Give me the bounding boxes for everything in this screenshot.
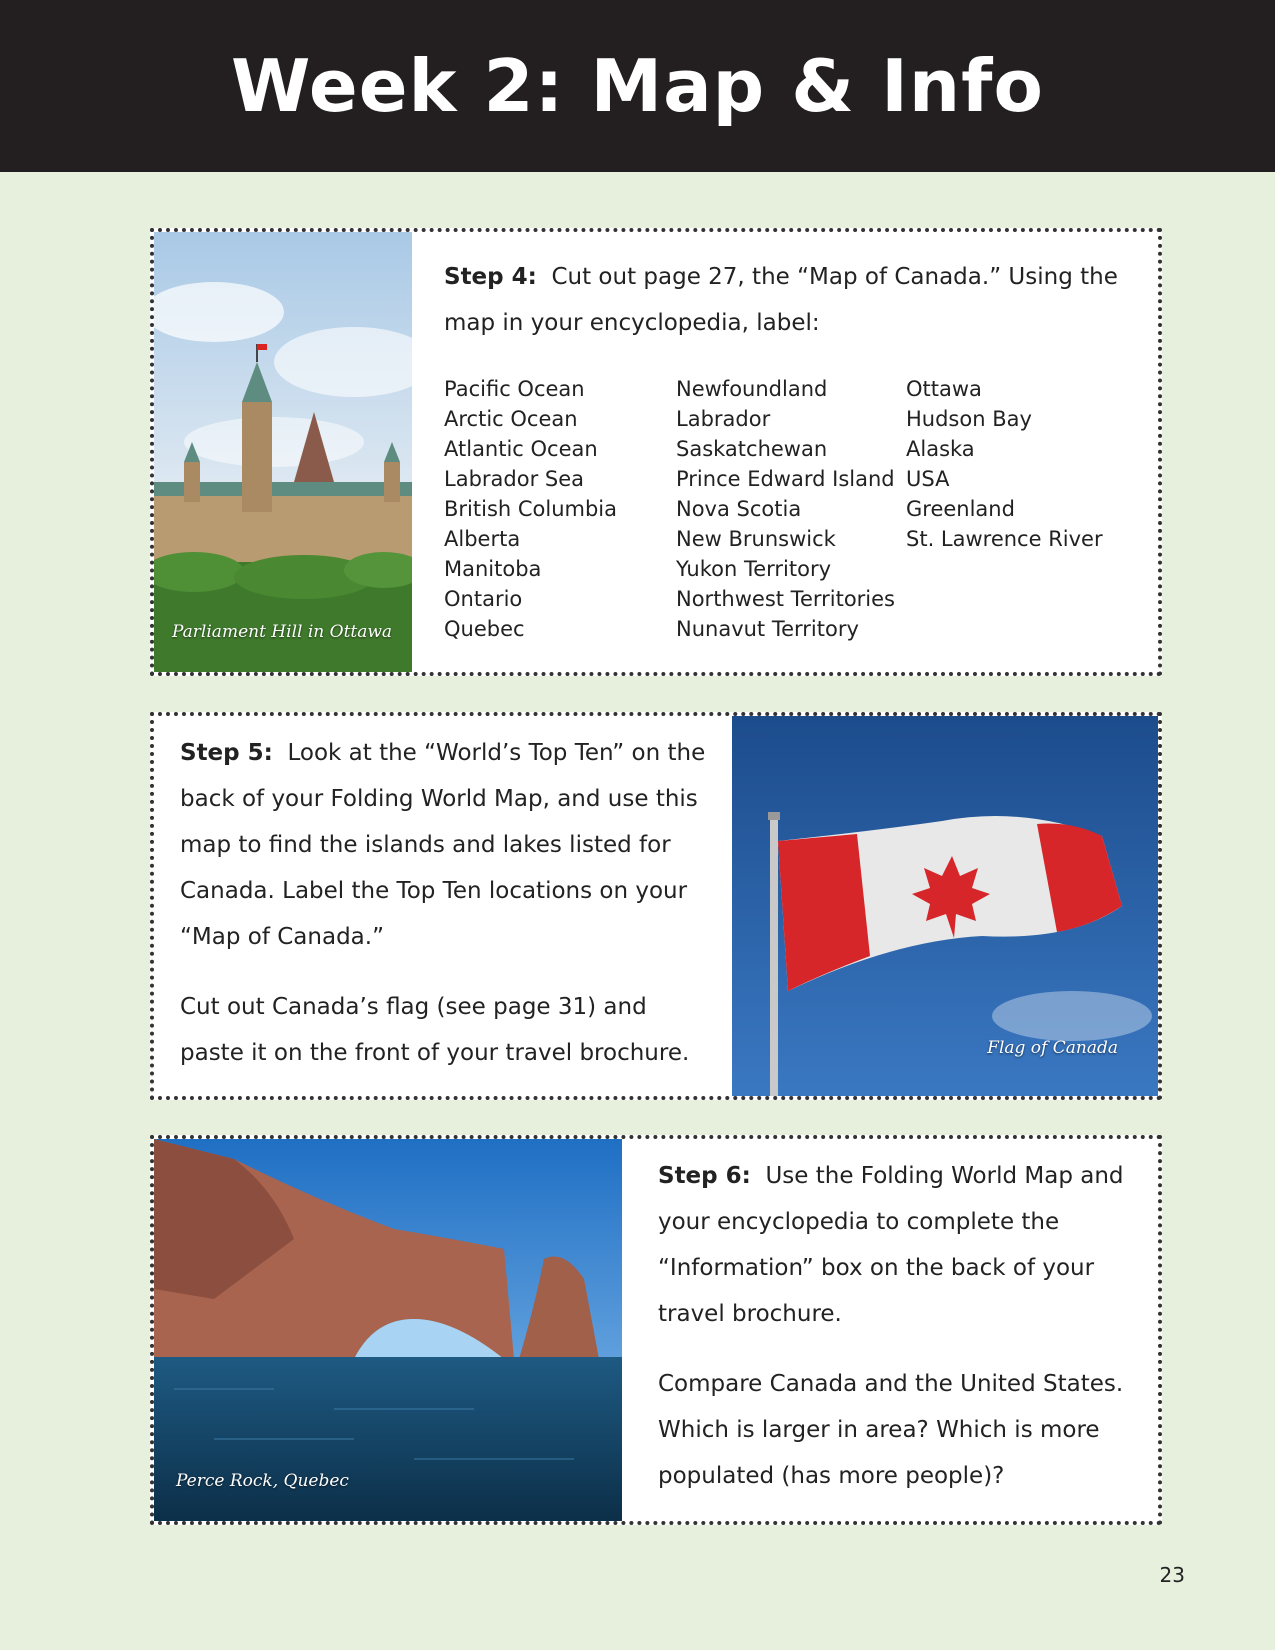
location-item: Arctic Ocean <box>444 407 578 431</box>
location-item: Atlantic Ocean <box>444 437 598 461</box>
location-item: Pacific Ocean <box>444 377 585 401</box>
page-number: 23 <box>1159 1563 1185 1587</box>
step-6-box <box>150 1135 1162 1525</box>
step-label: Step 5: <box>180 740 273 766</box>
step-label: Step 4: <box>444 264 537 290</box>
location-item: Ontario <box>444 587 523 611</box>
step-5-instructions <box>180 730 710 1076</box>
page-title: Week 2: Map & Info <box>231 44 1044 128</box>
step-label: Step 6: <box>658 1163 751 1189</box>
location-item: Nova Scotia <box>676 497 802 521</box>
photo-caption: Flag of Canada <box>987 1038 1118 1058</box>
step-text-2: Compare Canada and the United States. Which is larger in area? Which is more populated (has more people)? <box>658 1371 1124 1489</box>
location-item: Alaska <box>906 437 975 461</box>
page-header <box>0 0 1275 172</box>
location-item: Greenland <box>906 497 1015 521</box>
location-item: New Brunswick <box>676 527 836 551</box>
location-item: USA <box>906 467 950 491</box>
location-column-3 <box>906 374 1106 644</box>
step-4-instructions <box>444 254 1134 346</box>
location-item: Manitoba <box>444 557 542 581</box>
location-item: Prince Edward Island <box>676 467 895 491</box>
location-item: Alberta <box>444 527 521 551</box>
location-item: Ottawa <box>906 377 982 401</box>
location-item: Labrador <box>676 407 771 431</box>
step-5-box <box>150 712 1162 1100</box>
location-item: Nunavut Territory <box>676 617 859 641</box>
location-item: St. Lawrence River <box>906 527 1103 551</box>
location-item: British Columbia <box>444 497 618 521</box>
step-6-instructions <box>658 1153 1138 1499</box>
photo-caption: Parliament Hill in Ottawa <box>172 622 393 642</box>
canada-flag-photo <box>732 716 1158 1096</box>
location-item: Saskatchewan <box>676 437 828 461</box>
location-item: Quebec <box>444 617 525 641</box>
location-item: Labrador Sea <box>444 467 585 491</box>
step-text: Cut out page 27, the “Map of Canada.” Using the map in your encyclopedia, label: <box>444 264 1118 336</box>
location-item: Newfoundland <box>676 377 828 401</box>
perce-rock-photo <box>154 1139 622 1521</box>
location-item: Hudson Bay <box>906 407 1032 431</box>
step-text: Use the Folding World Map and your encyclopedia to complete the “Information” box on the back of your travel brochure. <box>658 1163 1124 1327</box>
parliament-hill-photo <box>154 232 412 672</box>
location-column-2 <box>676 374 906 644</box>
location-item: Yukon Territory <box>676 557 832 581</box>
location-list <box>444 374 1106 644</box>
location-column-1 <box>444 374 676 644</box>
step-text: Look at the “World’s Top Ten” on the back of your Folding World Map, and use this map to find the islands and lakes listed for Canada. Label the Top Ten locations on your “Map of Canada.” <box>180 740 706 950</box>
step-text-2: Cut out Canada’s flag (see page 31) and paste it on the front of your travel brochure. <box>180 994 690 1066</box>
photo-caption: Perce Rock, Quebec <box>176 1471 349 1491</box>
location-item: Northwest Territories <box>676 587 896 611</box>
step-4-box <box>150 228 1162 676</box>
